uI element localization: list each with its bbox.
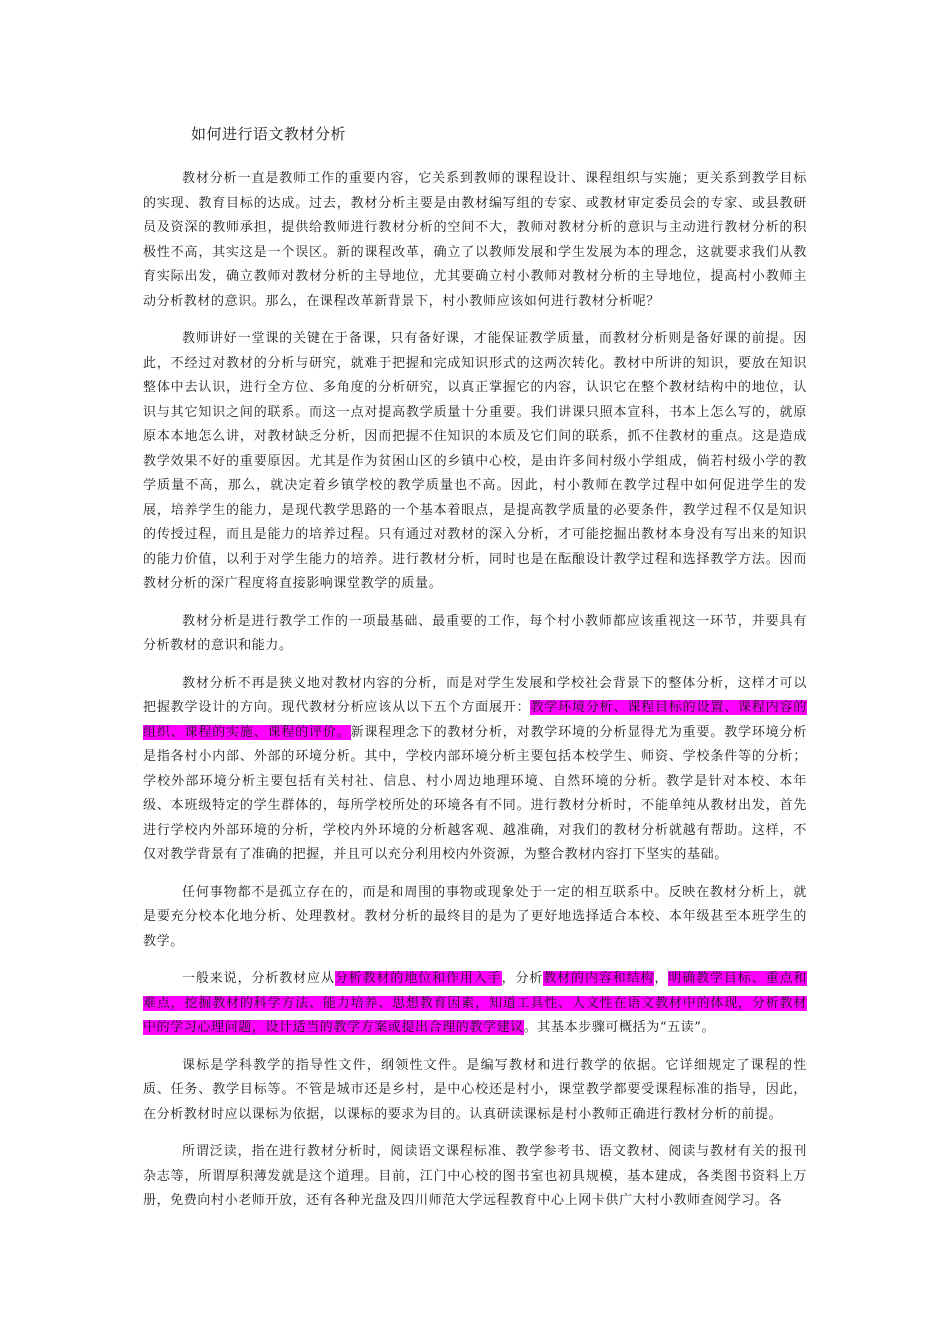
highlighted-text: 教学环境分析、课程目标的设置、课程内容的组织、课程的实施、课程的评价。 <box>143 700 807 740</box>
highlighted-text: 教材的内容和结构 <box>543 971 655 986</box>
paragraph-text: 教材分析不再是狭义地对教材内容的分析，而是对学生发展和学校社会背景下的整体分析，这样才可以把握教学设计的方向。现代教材分析应该从以下五个方面展开： <box>143 675 807 715</box>
paragraph <box>143 672 807 868</box>
paragraph <box>143 327 807 597</box>
paragraph <box>143 610 807 659</box>
paragraph-text: ，分析 <box>501 971 544 986</box>
paragraph <box>143 167 807 314</box>
paragraph <box>143 1140 807 1214</box>
paragraph-text: 。其基本步骤可概括为“五读”。 <box>523 1020 716 1035</box>
paragraph-text: 教材分析是进行教学工作的一项最基础、最重要的工作，每个村小教师都应该重视这一环节，并要具有分析教材的意识和能力。 <box>143 613 807 653</box>
paragraph-text: 教材分析一直是教师工作的重要内容，它关系到教师的课程设计、课程组织与实施；更关系到教学目标的实现、教育目标的达成。过去，教材分析主要是由教材编写组的专家、或教材审定委员会的专家、或县教研员及资深的教师承担，提供给教师进行教材分析的空间不大，教师对教材分析的意识与主动进行教材分析的积极性不高，其实这是一个误区。新的课程改革，确立了以教师发展和学生发展为本的理念，这就要求我们从教育实际出发，确立教师对教材分析的主导地位，尤其要确立村小教师对教材分析的主导地位，提高村小教师主动分析教材的意识。那么，在课程改革新背景下，村小教师应该如何进行教材分析呢？ <box>143 171 807 309</box>
paragraph-list <box>143 167 807 1214</box>
paragraph-text: 课标是学科教学的指导性文件，纲领性文件。是编写教材和进行教学的依据。它详细规定了课程的性质、任务、教学目标等。不管是城市还是乡村，是中心校还是村小，课堂教学都要受课程标准的指导，因此，在分析教材时应以课标为依据，以课标的要求为目的。认真研读课标是村小教师正确进行教材分析的前提。 <box>143 1057 807 1122</box>
paragraph-text: ， <box>654 971 669 986</box>
paragraph <box>143 967 807 1041</box>
paragraph-text: 任何事物都不是孤立存在的，而是和周围的事物或现象处于一定的相互联系中。反映在教材分析上，就是要充分校本化地分析、处理教材。教材分析的最终目的是为了更好地选择适合本校、本年级甚至本班学生的教学。 <box>143 884 807 949</box>
highlighted-text: 分析教材的地位和作用入手 <box>334 971 502 986</box>
paragraph-text: 新课程理念下的教材分析，对教学环境的分析显得尤为重要。教学环境分析是指各村小内部、外部的环境分析。其中，学校内部环境分析主要包括本校学生、师资、学校条件等的分析；学校外部环境分析主要包括有关村社、信息、村小周边地理环境、自然环境的分析。教学是针对本校、本年级、本班级特定的学生群体的，每所学校所处的环境各有不同。进行教材分析时，不能单纯从教材出发，首先进行学校内外部环境的分析，学校内外环境的分析越客观、越准确，对我们的教材分析就越有帮助。这样，不仅对教学背景有了准确的把握，并且可以充分利用校内外资源，为整合教材内容打下坚实的基础。 <box>143 724 807 862</box>
paragraph-text: 一般来说，分析教材应从 <box>182 971 335 986</box>
paragraph-text: 教师讲好一堂课的关键在于备课，只有备好课，才能保证教学质量，而教材分析则是备好课的前提。因此，不经过对教材的分析与研究，就难于把握和完成知识形式的这两次转化。教材中所讲的知识，要放在知识整体中去认识，进行全方位、多角度的分析研究，以真正掌握它的内容，认识它在整个教材结构中的地位，认识与其它知识之间的联系。而这一点对提高教学质量十分重要。我们讲课只照本宣科，书本上怎么写的，就原原本本地怎么讲，对教材缺乏分析，因而把握不住知识的本质及它们间的联系，抓不住教材的重点。这是造成教学效果不好的重要原因。尤其是作为贫困山区的乡镇中心校，是由许多间村级小学组成，倘若村级小学的教学质量不高，那么，就决定着乡镇学校的教学质量也不高。因此，村小教师在教学过程中如何促进学生的发展，培养学生的能力，是现代教学思路的一个基本着眼点，是提高教学质量的必要条件，教学过程不仅是知识的传授过程，而且是能力的培养过程。只有通过对教材的深入分析，才可能挖掘出教材本身没有写出来的知识的能力价值，以利于对学生能力的培养。进行教材分析，同时也是在酝酿设计教学过程和选择教学方法。因而教材分析的深广程度将直接影响课堂教学的质量。 <box>143 331 807 591</box>
paragraph-text: 所谓泛读，指在进行教材分析时，阅读语文课程标准、教学参考书、语文教材、阅读与教材有关的报刊杂志等，所谓厚积薄发就是这个道理。目前，江门中心校的图书室也初具规模，基本建成，各类图书资料上万册，免费向村小老师开放，还有各种光盘及四川师范大学远程教育中心上网卡供广大村小教师查阅学习。各 <box>143 1144 807 1208</box>
paragraph <box>143 881 807 955</box>
highlighted-text: 明确教学目标、重点和难点，挖掘教材的科学方法、能力培养、思想教育因素，知道工具性、人文性在语文教材中的体现，分析教材中的学习心理问题，设计适当的教学方案或提出合理的教学建议 <box>143 971 807 1035</box>
document-body <box>143 122 807 1227</box>
paragraph <box>143 1054 807 1128</box>
document-title: 如何进行语文教材分析 <box>191 125 347 143</box>
